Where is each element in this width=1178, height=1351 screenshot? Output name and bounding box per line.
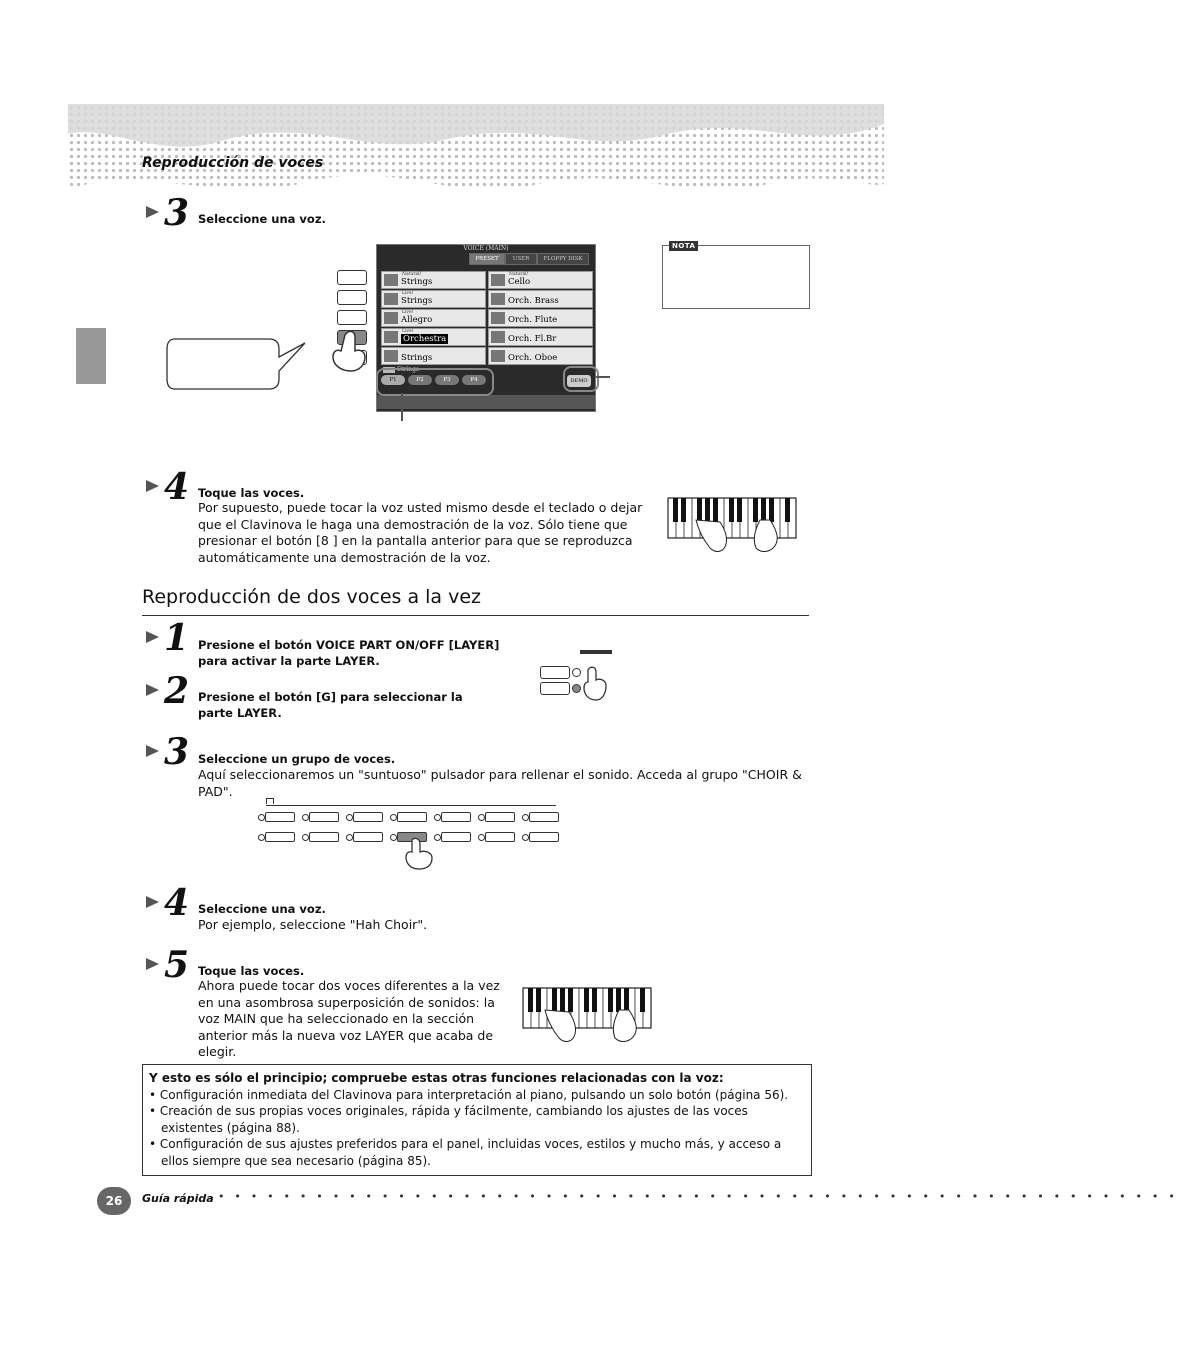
layer-indicator-bar (580, 650, 612, 654)
step-title: Presione el botón [G] para seleccionar la parte LAYER. (198, 690, 463, 720)
step-number: 2 (164, 670, 190, 712)
voice-icon (384, 312, 398, 324)
step-body: Por supuesto, puede tocar la voz usted mismo desde el teclado o dejar que el Clavinova le haga una demostración de la voz. Sólo tiene que presionar el botón [8 ] en la pantalla anterior para que se reproduzca automáticamente una demostración de la voz. (198, 500, 643, 565)
screen-button-a[interactable] (337, 270, 367, 285)
note-box (662, 245, 810, 309)
panel-tab-icon (266, 798, 274, 804)
panel-led (302, 814, 309, 821)
demo-highlight (563, 366, 599, 392)
voice-icon (384, 350, 398, 362)
step-body: Ahora puede tocar dos voces diferentes a la vez en una asombrosa superposición de sonidos: la voz MAIN que ha seleccionado en la sección anterior más la nueva voz LAYER que acaba de elegir. (198, 978, 500, 1059)
voice-item[interactable]: Natural! Cello (488, 271, 593, 289)
step-number: 1 (164, 617, 190, 659)
panel-led (258, 814, 265, 821)
voice-group-panel (256, 798, 560, 870)
voice-item[interactable]: Strings (381, 347, 486, 365)
screen-bottom-bar (377, 395, 595, 409)
panel-led (258, 834, 265, 841)
voice-item[interactable]: Orch. Brass (488, 290, 593, 308)
info-intro: Y esto es sólo el principio; compruebe estas otras funciones relacionadas con la voz: (149, 1071, 724, 1085)
step-title: Seleccione una voz. (198, 902, 326, 916)
voice-group-button[interactable] (529, 832, 559, 842)
callout-line (596, 376, 610, 378)
step-title: Toque las voces. (198, 486, 305, 500)
voice-group-button[interactable] (309, 832, 339, 842)
screen-title: VOICE (MAIN) (463, 245, 509, 252)
step-number: 3 (164, 731, 190, 773)
voice-group-button[interactable] (485, 812, 515, 822)
layer-buttons-illustration (534, 646, 614, 706)
page-highlight (376, 368, 494, 396)
page-button-p4[interactable]: P4 (462, 375, 486, 385)
step-number: 4 (164, 466, 190, 508)
voice-item[interactable]: Orch. Oboe (488, 347, 593, 365)
related-functions-box (142, 1064, 812, 1176)
heading-rule (142, 615, 809, 616)
voice-icon (491, 274, 505, 286)
voice-group-button[interactable] (529, 812, 559, 822)
panel-led (478, 814, 485, 821)
voice-part-button-main[interactable] (540, 666, 570, 679)
step-title: Seleccione una voz. (198, 212, 326, 226)
hand-pointer-icon (582, 664, 610, 704)
speech-bubble (165, 335, 315, 395)
tab-preset[interactable]: PRESET (469, 253, 505, 265)
hand-pointer-icon (404, 838, 436, 870)
section-title: Reproducción de voces (142, 155, 324, 171)
info-bullet: • Configuración de sus ajustes preferidos para el panel, incluidas voces, estilos y mucho más, y acceso a ellos siempre que sea necesario (página 85). (149, 1137, 782, 1168)
page-button-p2[interactable]: P2 (408, 375, 432, 385)
step-title: Toque las voces. (198, 964, 305, 978)
led-main (572, 668, 581, 677)
step-title: Presione el botón VOICE PART ON/OFF [LAYER] para activar la parte LAYER. (198, 638, 500, 668)
footer-dotted-rule: • • • • • • • • • • • • • • • • • • • • • • • • • • • • • • • • • • • • • • • • • • • • • • • • • • • • • • • • • • • (218, 1190, 1178, 1203)
section-heading: Reproducción de dos voces a la vez (142, 586, 482, 608)
page-number: 26 (97, 1187, 131, 1215)
folder-name: Strings (397, 366, 420, 373)
voice-group-button[interactable] (441, 832, 471, 842)
step-arrow-icon (146, 206, 159, 218)
voice-item[interactable]: Natural! Strings (381, 271, 486, 289)
callout-line (401, 393, 403, 421)
voice-group-button[interactable] (265, 832, 295, 842)
voice-icon (384, 274, 398, 286)
voice-icon (384, 293, 398, 305)
panel-rule (266, 805, 556, 806)
voice-part-button-layer[interactable] (540, 682, 570, 695)
voice-icon (491, 331, 505, 343)
voice-item[interactable]: Orch. Fl.Br (488, 328, 593, 346)
keyboard-hands-illustration (523, 988, 653, 1046)
step-arrow-icon (146, 631, 159, 643)
panel-led (434, 814, 441, 821)
voice-item-selected[interactable]: Live! Orchestra (381, 328, 486, 346)
demo-button[interactable]: DEMO (567, 375, 591, 387)
step-arrow-icon (146, 745, 159, 757)
note-label: NOTA (669, 241, 698, 251)
hand-pointer-icon (325, 325, 375, 375)
step-number: 4 (164, 882, 190, 924)
step-number: 5 (164, 944, 190, 986)
voice-group-button[interactable] (353, 832, 383, 842)
step-arrow-icon (146, 896, 159, 908)
voice-group-button[interactable] (485, 832, 515, 842)
voice-group-button[interactable] (309, 812, 339, 822)
voice-icon (491, 312, 505, 324)
footer-label: Guía rápida (142, 1192, 214, 1205)
panel-led (302, 834, 309, 841)
panel-led (346, 834, 353, 841)
tab-floppy-disk[interactable]: FLOPPY DISK (537, 253, 589, 265)
voice-item[interactable]: Orch. Flute (488, 309, 593, 327)
step-arrow-icon (146, 684, 159, 696)
voice-group-button[interactable] (397, 812, 427, 822)
step-title: Seleccione un grupo de voces. (198, 752, 396, 766)
side-tab-marker (76, 328, 106, 384)
led-layer (572, 684, 581, 693)
info-bullet: • Configuración inmediata del Clavinova para interpretación al piano, pulsando un solo botón (página 56). (149, 1087, 789, 1102)
voice-group-button[interactable] (353, 812, 383, 822)
screen-button-b[interactable] (337, 290, 367, 305)
step-body: Aquí seleccionaremos un "suntuoso" pulsador para rellenar el sonido. Acceda al grupo "CHOIR & PAD". (198, 767, 802, 799)
voice-group-button[interactable] (265, 812, 295, 822)
panel-led (390, 834, 397, 841)
screen-button-c[interactable] (337, 310, 367, 325)
info-bullet: • Creación de sus propias voces originales, rápida y fácilmente, cambiando los ajustes de las voces existentes (página 88). (149, 1104, 748, 1135)
step-body: Por ejemplo, seleccione "Hah Choir". (198, 917, 428, 932)
panel-led (346, 814, 353, 821)
page-button-p1[interactable]: P1 (381, 375, 405, 385)
page-button-p3[interactable]: P3 (435, 375, 459, 385)
panel-led (522, 814, 529, 821)
panel-led (522, 834, 529, 841)
step-number: 3 (164, 192, 190, 234)
voice-icon (491, 293, 505, 305)
keyboard-hands-illustration (668, 498, 798, 554)
voice-group-button[interactable] (441, 812, 471, 822)
voice-item[interactable]: Live! Allegro (381, 309, 486, 327)
panel-led (390, 814, 397, 821)
panel-led (478, 834, 485, 841)
step-arrow-icon (146, 958, 159, 970)
tab-user[interactable]: USER (505, 253, 537, 265)
voice-item[interactable]: Live! Strings (381, 290, 486, 308)
voice-icon (384, 331, 398, 343)
step-arrow-icon (146, 480, 159, 492)
voice-icon (491, 350, 505, 362)
